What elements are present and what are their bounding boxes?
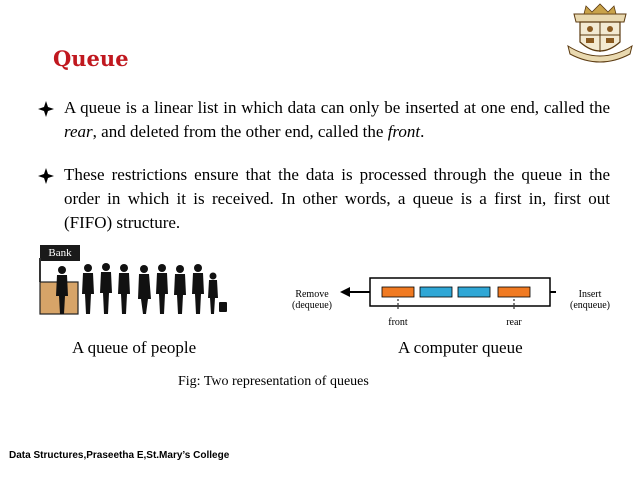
insert-label: Insert (enqueue) <box>570 289 610 311</box>
remove-label: Remove (dequeue) <box>292 289 332 311</box>
people-queue-illustration <box>34 258 234 318</box>
bank-sign: Bank <box>40 245 80 261</box>
bullet-point-1 <box>38 96 610 144</box>
bullet-point-2 <box>38 163 610 235</box>
front-label: front <box>388 317 408 328</box>
figure-caption: Fig: Two representation of queues <box>178 374 369 389</box>
bullet-1-text: A queue is a linear list in which data can only be inserted at one end, called the rear, and deleted from the other end, called the front. <box>64 98 610 141</box>
diamond-bullet-icon <box>38 101 54 117</box>
computer-queue-caption: A computer queue <box>398 338 523 357</box>
bullet-2-text: These restrictions ensure that the data is processed through the queue in the order in which it is received. In other words, a queue is a first in, first out (FIFO) structure. <box>64 165 610 232</box>
computer-queue-diagram <box>340 275 556 311</box>
college-crest-logo <box>566 2 634 68</box>
diamond-bullet-icon <box>38 168 54 184</box>
slide-footer: Data Structures,Praseetha E,St.Mary’s College <box>9 450 230 461</box>
people-queue-caption: A queue of people <box>72 338 197 357</box>
slide-title: Queue <box>53 46 129 71</box>
rear-label: rear <box>506 317 522 328</box>
